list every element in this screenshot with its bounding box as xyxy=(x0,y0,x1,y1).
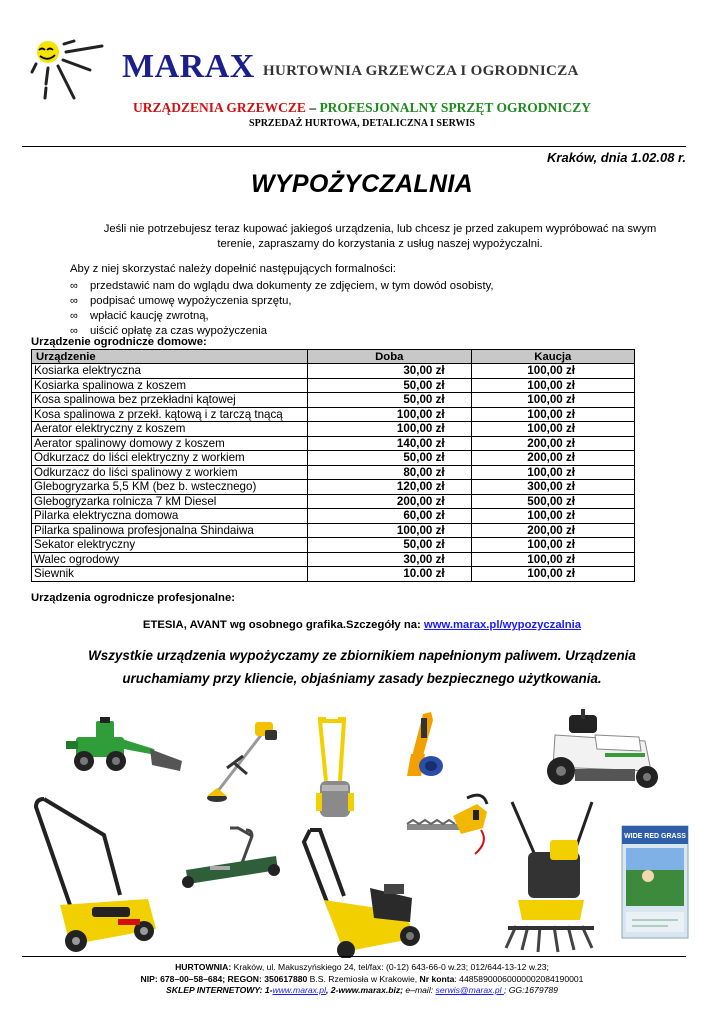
list-item: ∞ uiścić opłatę za czas wypożyczenia xyxy=(70,325,268,337)
rental-price-table xyxy=(31,349,635,582)
scarifier-image xyxy=(30,795,168,955)
day-price-cell: 50,00 zł xyxy=(307,393,471,408)
deposit-cell: 100,00 zł xyxy=(471,364,634,379)
etesia-avant-line xyxy=(0,619,724,631)
footer-divider xyxy=(22,956,686,957)
spreader-image xyxy=(180,826,282,892)
table-row xyxy=(32,422,635,437)
device-cell: Walec ogrodowy xyxy=(32,552,308,567)
deposit-cell: 300,00 zł xyxy=(471,480,634,495)
day-price-cell: 120,00 zł xyxy=(307,480,471,495)
bullet-icon: ∞ xyxy=(70,310,78,322)
slogan-dash: – xyxy=(305,100,320,115)
table-row xyxy=(32,436,635,451)
day-price-cell: 30,00 zł xyxy=(307,364,471,379)
slogan xyxy=(0,100,724,116)
column-header-day: Doba xyxy=(307,350,471,364)
requirements-intro: Aby z niej skorzystać należy dopełnić następujących formalności: xyxy=(70,263,396,275)
device-cell: Kosiarka elektryczna xyxy=(32,364,308,379)
table-row xyxy=(32,552,635,567)
deposit-cell: 100,00 zł xyxy=(471,552,634,567)
day-price-cell: 50,00 zł xyxy=(307,378,471,393)
device-cell: Pilarka spalinowa profesjonalna Shindaiwa xyxy=(32,523,308,538)
column-header-device: Urządzenie xyxy=(32,350,308,364)
bullet-icon: ∞ xyxy=(70,280,78,292)
bullet-icon: ∞ xyxy=(70,325,78,337)
requirements-list xyxy=(70,279,494,339)
deposit-cell: 100,00 zł xyxy=(471,567,634,582)
list-item: ∞ przedstawić nam do wglądu dwa dokumenty ze zdjęciem, w tym dowód osobisty, xyxy=(70,280,494,292)
device-cell: Kosiarka spalinowa z koszem xyxy=(32,378,308,393)
footer xyxy=(0,962,724,997)
email-link[interactable]: serwis@marax.pl xyxy=(435,985,504,995)
slogan-heating: URZĄDZENIA GRZEWCZE xyxy=(133,100,306,115)
table-row xyxy=(32,523,635,538)
day-price-cell: 10.00 zł xyxy=(307,567,471,582)
section-heading-professional: Urządzenia ogrodnicze profesjonalne: xyxy=(31,592,236,604)
table-row xyxy=(32,407,635,422)
list-item: ∞ wpłacić kaucję zwrotną, xyxy=(70,310,209,322)
day-price-cell: 60,00 zł xyxy=(307,509,471,524)
footer-line: HURTOWNIA: Kraków, ul. Makuszyńskiego 24, tel/fax: (0-12) 643-66-0 w.23; 012/644-13-12 w.23; xyxy=(175,962,549,972)
deposit-cell: 200,00 zł xyxy=(471,523,634,538)
fuel-note xyxy=(30,644,694,690)
table-row xyxy=(32,451,635,466)
table-row xyxy=(32,480,635,495)
device-cell: Odkurzacz do liści elektryczny z workiem xyxy=(32,451,308,466)
table-row xyxy=(32,538,635,553)
table-row xyxy=(32,393,635,408)
roller-image xyxy=(312,715,358,821)
device-cell: Pilarka elektryczna domowa xyxy=(32,509,308,524)
table-body xyxy=(32,364,635,582)
deposit-cell: 100,00 zł xyxy=(471,407,634,422)
device-cell: Kosa spalinowa bez przekładni kątowej xyxy=(32,393,308,408)
brand-subtitle: HURTOWNIA GRZEWCZA I OGRODNICZA xyxy=(263,63,579,79)
device-cell: Odkurzacz do liści spalinowy z workiem xyxy=(32,465,308,480)
device-cell: Glebogryzarka 5,5 KM (bez b. wstecznego) xyxy=(32,480,308,495)
deposit-cell: 200,00 zł xyxy=(471,451,634,466)
column-header-deposit: Kaucja xyxy=(471,350,634,364)
day-price-cell: 30,00 zł xyxy=(307,552,471,567)
table-row xyxy=(32,465,635,480)
deposit-cell: 100,00 zł xyxy=(471,422,634,437)
services-line: SPRZEDAŻ HURTOWA, DETALICZNA I SERWIS xyxy=(249,118,475,129)
brushcutter-image xyxy=(203,718,283,806)
table-header-row xyxy=(32,350,635,364)
table-row xyxy=(32,509,635,524)
shop-link[interactable]: www.marax.pl xyxy=(272,985,326,995)
device-cell: Aerator spalinowy domowy z koszem xyxy=(32,436,308,451)
section-heading-domestic: Urządzenie ogrodnicze domowe: xyxy=(31,336,207,348)
table-row xyxy=(32,494,635,509)
deposit-cell: 100,00 zł xyxy=(471,465,634,480)
day-price-cell: 140,00 zł xyxy=(307,436,471,451)
device-cell: Sekator elektryczny xyxy=(32,538,308,553)
etesia-text: ETESIA, AVANT wg osobnego grafika.Szczegóły na: xyxy=(142,619,424,631)
grass-seed-image xyxy=(618,822,692,942)
tiller-image xyxy=(498,796,604,956)
document-title: WYPOŻYCZALNIA xyxy=(251,170,473,198)
deposit-cell: 100,00 zł xyxy=(471,538,634,553)
fuel-note-line: uruchamiamy przy kliencie, objaśniamy zasady bezpiecznego użytkowania. xyxy=(122,671,602,686)
table-row xyxy=(32,378,635,393)
leaf-blower-image xyxy=(397,710,447,780)
bullet-icon: ∞ xyxy=(70,295,78,307)
table-row xyxy=(32,567,635,582)
header-divider xyxy=(22,146,686,147)
deposit-cell: 200,00 zł xyxy=(471,436,634,451)
date-line: Kraków, dnia 1.02.08 r. xyxy=(547,150,686,165)
list-item: ∞ podpisać umowę wypożyczenia sprzętu, xyxy=(70,295,292,307)
device-cell: Aerator elektryczny z koszem xyxy=(32,422,308,437)
deposit-cell: 100,00 zł xyxy=(471,393,634,408)
deposit-cell: 100,00 zł xyxy=(471,378,634,393)
seed-bag-label: WIDE RED GRASS xyxy=(624,833,686,840)
deposit-cell: 100,00 zł xyxy=(471,509,634,524)
marax-sun-logo xyxy=(30,36,110,106)
day-price-cell: 100,00 zł xyxy=(307,523,471,538)
rental-link[interactable]: www.marax.pl/wypozyczalnia xyxy=(423,619,582,631)
footer-line: NIP: 678–00–58–684; REGON: 350617880 B.S. Rzemiosła w Krakowie, Nr konta: 44858900060000002084190001 xyxy=(140,973,584,984)
device-cell: Kosa spalinowa z przekł. kątową i z tarczą tnącą xyxy=(32,407,308,422)
deposit-cell: 500,00 zł xyxy=(471,494,634,509)
intro-line: terenie, zapraszamy do korzystania z usług naszej wypożyczalni. xyxy=(217,238,543,250)
day-price-cell: 100,00 zł xyxy=(307,422,471,437)
day-price-cell: 50,00 zł xyxy=(307,538,471,553)
day-price-cell: 50,00 zł xyxy=(307,451,471,466)
device-cell: Siewnik xyxy=(32,567,308,582)
day-price-cell: 80,00 zł xyxy=(307,465,471,480)
ride-on-mower-image xyxy=(535,705,667,793)
device-cell: Glebogryzarka rolnicza 7 kM Diesel xyxy=(32,494,308,509)
loader-image xyxy=(62,715,190,777)
intro-line: Jeśli nie potrzebujesz teraz kupować jakiegoś urządzenia, lub chcesz je przed zakupem wypróbować na swym xyxy=(103,223,657,235)
footer-line: SKLEP INTERNETOWY: 1-www.marax.pl, 2-www.marax.biz; e–mail: serwis@marax.pl ; GG:1679789 xyxy=(166,985,558,995)
intro-paragraph xyxy=(70,222,690,252)
slogan-garden: PROFESJONALNY SPRZĘT OGRODNICZY xyxy=(319,100,591,115)
table-row xyxy=(32,364,635,379)
fuel-note-line: Wszystkie urządzenia wypożyczamy ze zbiornikiem napełnionym paliwem. Urządzenia xyxy=(88,648,636,663)
hedge-trimmer-image xyxy=(403,790,491,860)
day-price-cell: 200,00 zł xyxy=(307,494,471,509)
brand-name: MARAX xyxy=(122,48,255,85)
day-price-cell: 100,00 zł xyxy=(307,407,471,422)
